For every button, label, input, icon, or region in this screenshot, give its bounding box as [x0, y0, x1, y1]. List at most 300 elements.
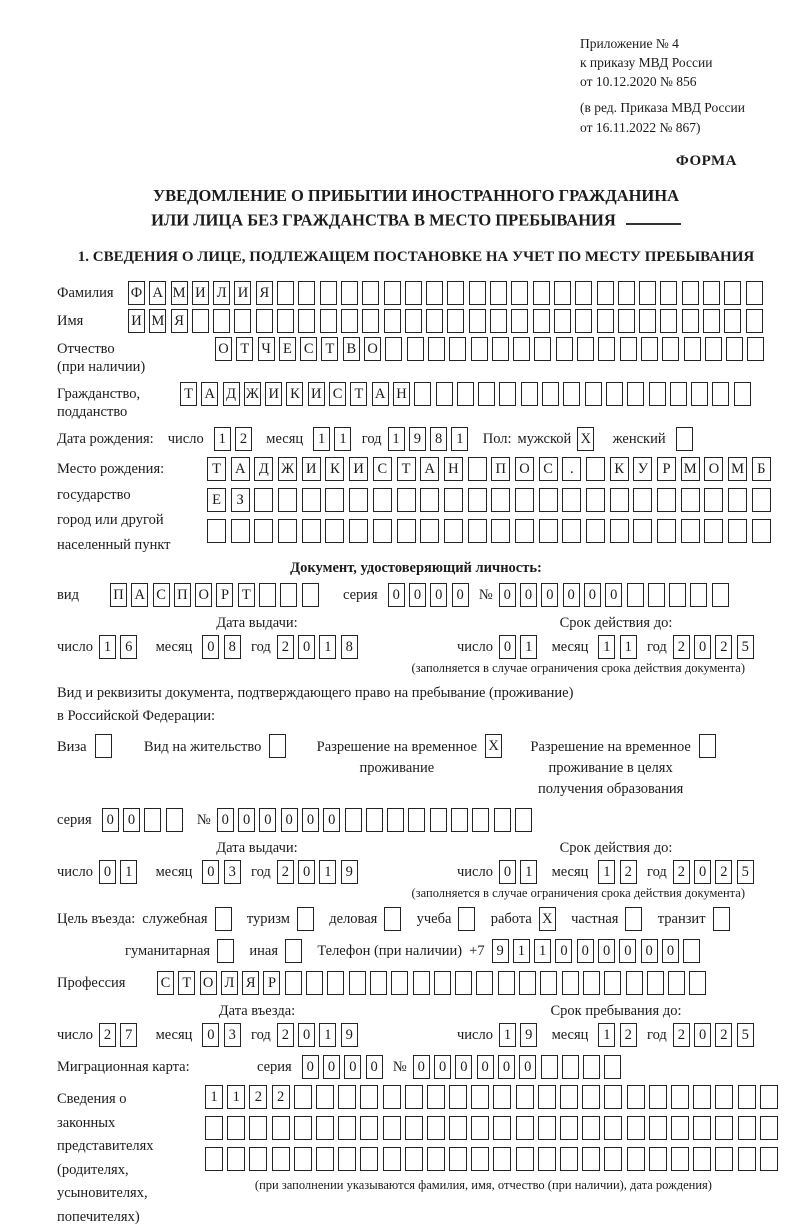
char-cell[interactable] [362, 309, 379, 333]
char-cell[interactable] [554, 281, 571, 305]
checkbox-cell[interactable] [458, 907, 475, 931]
char-cell[interactable]: 0 [605, 583, 622, 607]
char-cell[interactable] [515, 488, 534, 512]
char-cell[interactable] [738, 1085, 756, 1109]
char-cell[interactable] [534, 337, 551, 361]
char-cell[interactable] [583, 971, 600, 995]
char-cell[interactable]: И [265, 382, 282, 406]
char-cell[interactable]: 0 [520, 583, 537, 607]
char-cell[interactable]: 1 [520, 860, 537, 884]
char-cell[interactable]: Ж [244, 382, 261, 406]
char-cell[interactable]: П [491, 457, 510, 481]
char-cell[interactable] [554, 309, 571, 333]
char-cell[interactable] [325, 519, 344, 543]
char-cell[interactable] [682, 281, 699, 305]
char-cell[interactable]: 1 [499, 1023, 516, 1047]
char-cell[interactable] [468, 488, 487, 512]
char-cell[interactable]: 2 [620, 860, 637, 884]
char-cell[interactable]: О [200, 971, 217, 995]
char-cell[interactable] [383, 1085, 401, 1109]
char-cell[interactable]: С [539, 457, 558, 481]
char-cell[interactable]: М [681, 457, 700, 481]
char-cell[interactable] [515, 808, 532, 832]
char-cell[interactable] [670, 382, 687, 406]
char-cell[interactable] [648, 583, 665, 607]
char-cell[interactable]: Н [393, 382, 410, 406]
char-cell[interactable]: 0 [259, 808, 276, 832]
char-cell[interactable]: Р [263, 971, 280, 995]
char-cell[interactable] [604, 1116, 622, 1140]
char-cell[interactable] [349, 971, 366, 995]
char-cell[interactable]: А [372, 382, 389, 406]
char-cell[interactable]: 9 [492, 939, 509, 963]
char-cell[interactable] [192, 309, 209, 333]
char-cell[interactable]: О [704, 457, 723, 481]
checkbox-cell[interactable] [297, 907, 314, 931]
char-cell[interactable]: И [128, 309, 145, 333]
char-cell[interactable] [457, 382, 474, 406]
char-cell[interactable]: 0 [563, 583, 580, 607]
char-cell[interactable] [384, 309, 401, 333]
char-cell[interactable] [405, 309, 422, 333]
char-cell[interactable]: 1 [120, 860, 137, 884]
char-cell[interactable] [455, 971, 472, 995]
char-cell[interactable] [562, 519, 581, 543]
char-cell[interactable] [434, 971, 451, 995]
char-cell[interactable] [444, 519, 463, 543]
char-cell[interactable] [519, 971, 536, 995]
char-cell[interactable]: 1 [598, 1023, 615, 1047]
char-cell[interactable] [449, 1147, 467, 1171]
char-cell[interactable] [349, 519, 368, 543]
char-cell[interactable] [405, 1116, 423, 1140]
checkbox-cell[interactable]: X [485, 734, 502, 758]
char-cell[interactable]: 1 [513, 939, 530, 963]
char-cell[interactable] [451, 808, 468, 832]
char-cell[interactable] [538, 1147, 556, 1171]
char-cell[interactable]: И [192, 281, 209, 305]
char-cell[interactable]: Т [180, 382, 197, 406]
char-cell[interactable] [738, 1147, 756, 1171]
char-cell[interactable] [306, 971, 323, 995]
char-cell[interactable]: 7 [120, 1023, 137, 1047]
char-cell[interactable]: С [300, 337, 317, 361]
char-cell[interactable] [604, 1055, 621, 1079]
char-cell[interactable]: Я [256, 281, 273, 305]
char-cell[interactable]: Е [207, 488, 226, 512]
char-cell[interactable]: 2 [99, 1023, 116, 1047]
char-cell[interactable]: Т [238, 583, 255, 607]
char-cell[interactable]: 1 [334, 427, 351, 451]
char-cell[interactable]: 0 [577, 939, 594, 963]
char-cell[interactable]: 1 [451, 427, 468, 451]
char-cell[interactable] [620, 337, 637, 361]
char-cell[interactable] [447, 281, 464, 305]
char-cell[interactable] [610, 488, 629, 512]
char-cell[interactable] [428, 337, 445, 361]
char-cell[interactable]: 0 [302, 808, 319, 832]
char-cell[interactable]: 2 [715, 1023, 732, 1047]
char-cell[interactable] [469, 309, 486, 333]
char-cell[interactable] [397, 519, 416, 543]
char-cell[interactable]: Т [207, 457, 226, 481]
char-cell[interactable] [606, 382, 623, 406]
char-cell[interactable] [256, 309, 273, 333]
char-cell[interactable] [471, 1116, 489, 1140]
char-cell[interactable] [231, 519, 250, 543]
char-cell[interactable] [541, 1055, 558, 1079]
char-cell[interactable]: Р [216, 583, 233, 607]
char-cell[interactable]: С [373, 457, 392, 481]
char-cell[interactable] [657, 519, 676, 543]
char-cell[interactable] [444, 488, 463, 512]
char-cell[interactable]: 2 [272, 1085, 290, 1109]
char-cell[interactable]: 1 [319, 860, 336, 884]
char-cell[interactable]: 2 [673, 860, 690, 884]
char-cell[interactable]: Д [223, 382, 240, 406]
char-cell[interactable]: 2 [715, 860, 732, 884]
char-cell[interactable] [513, 337, 530, 361]
char-cell[interactable]: 8 [224, 635, 241, 659]
char-cell[interactable]: 5 [737, 860, 754, 884]
char-cell[interactable]: 0 [366, 1055, 383, 1079]
char-cell[interactable] [469, 281, 486, 305]
char-cell[interactable]: 0 [519, 1055, 536, 1079]
char-cell[interactable] [516, 1147, 534, 1171]
char-cell[interactable] [426, 281, 443, 305]
char-cell[interactable] [704, 519, 723, 543]
char-cell[interactable]: 1 [214, 427, 231, 451]
char-cell[interactable] [691, 382, 708, 406]
char-cell[interactable] [471, 1085, 489, 1109]
char-cell[interactable]: А [201, 382, 218, 406]
char-cell[interactable] [583, 1055, 600, 1079]
checkbox-cell[interactable] [215, 907, 232, 931]
char-cell[interactable] [627, 382, 644, 406]
char-cell[interactable]: 1 [205, 1085, 223, 1109]
char-cell[interactable] [302, 519, 321, 543]
char-cell[interactable]: Ф [128, 281, 145, 305]
char-cell[interactable] [205, 1147, 223, 1171]
char-cell[interactable]: 0 [455, 1055, 472, 1079]
char-cell[interactable] [449, 337, 466, 361]
char-cell[interactable] [597, 309, 614, 333]
char-cell[interactable]: 0 [298, 1023, 315, 1047]
char-cell[interactable] [427, 1147, 445, 1171]
char-cell[interactable]: 0 [99, 860, 116, 884]
char-cell[interactable] [562, 488, 581, 512]
char-cell[interactable]: Т [397, 457, 416, 481]
char-cell[interactable] [633, 488, 652, 512]
char-cell[interactable]: 0 [217, 808, 234, 832]
char-cell[interactable] [272, 1116, 290, 1140]
char-cell[interactable] [249, 1116, 267, 1140]
char-cell[interactable]: И [308, 382, 325, 406]
char-cell[interactable] [498, 971, 515, 995]
char-cell[interactable] [627, 1147, 645, 1171]
char-cell[interactable] [325, 488, 344, 512]
char-cell[interactable] [491, 488, 510, 512]
char-cell[interactable] [144, 808, 161, 832]
char-cell[interactable]: 2 [235, 427, 252, 451]
char-cell[interactable] [586, 488, 605, 512]
char-cell[interactable]: 0 [238, 808, 255, 832]
char-cell[interactable] [539, 519, 558, 543]
char-cell[interactable] [660, 281, 677, 305]
char-cell[interactable]: М [728, 457, 747, 481]
char-cell[interactable] [604, 1147, 622, 1171]
char-cell[interactable]: Т [350, 382, 367, 406]
char-cell[interactable] [693, 1085, 711, 1109]
char-cell[interactable] [492, 337, 509, 361]
char-cell[interactable]: 0 [388, 583, 405, 607]
char-cell[interactable] [705, 337, 722, 361]
char-cell[interactable]: 0 [619, 939, 636, 963]
char-cell[interactable]: 2 [620, 1023, 637, 1047]
char-cell[interactable] [298, 281, 315, 305]
char-cell[interactable]: 0 [409, 583, 426, 607]
char-cell[interactable]: 8 [341, 635, 358, 659]
char-cell[interactable] [494, 808, 511, 832]
char-cell[interactable] [349, 488, 368, 512]
char-cell[interactable] [516, 1085, 534, 1109]
char-cell[interactable] [294, 1147, 312, 1171]
char-cell[interactable] [272, 1147, 290, 1171]
char-cell[interactable] [468, 519, 487, 543]
char-cell[interactable]: Л [213, 281, 230, 305]
char-cell[interactable] [533, 309, 550, 333]
char-cell[interactable]: 1 [598, 635, 615, 659]
char-cell[interactable]: Я [171, 309, 188, 333]
char-cell[interactable] [726, 337, 743, 361]
char-cell[interactable] [408, 808, 425, 832]
char-cell[interactable]: 0 [452, 583, 469, 607]
char-cell[interactable] [294, 1085, 312, 1109]
char-cell[interactable] [205, 1116, 223, 1140]
char-cell[interactable] [234, 309, 251, 333]
char-cell[interactable]: 0 [694, 1023, 711, 1047]
checkbox-cell[interactable] [699, 734, 716, 758]
char-cell[interactable]: 1 [227, 1085, 245, 1109]
char-cell[interactable]: Ж [278, 457, 297, 481]
char-cell[interactable] [302, 488, 321, 512]
char-cell[interactable] [747, 337, 764, 361]
checkbox-cell[interactable] [95, 734, 112, 758]
char-cell[interactable] [626, 971, 643, 995]
char-cell[interactable] [662, 337, 679, 361]
checkbox-cell[interactable] [217, 939, 234, 963]
char-cell[interactable] [227, 1116, 245, 1140]
char-cell[interactable] [405, 1085, 423, 1109]
checkbox-cell[interactable] [285, 939, 302, 963]
char-cell[interactable] [341, 281, 358, 305]
char-cell[interactable]: Я [242, 971, 259, 995]
char-cell[interactable] [277, 281, 294, 305]
char-cell[interactable] [468, 457, 487, 481]
char-cell[interactable]: 0 [584, 583, 601, 607]
char-cell[interactable] [316, 1116, 334, 1140]
char-cell[interactable] [618, 281, 635, 305]
char-cell[interactable] [373, 519, 392, 543]
char-cell[interactable] [563, 382, 580, 406]
char-cell[interactable] [430, 808, 447, 832]
char-cell[interactable] [414, 382, 431, 406]
char-cell[interactable] [362, 281, 379, 305]
char-cell[interactable]: К [286, 382, 303, 406]
char-cell[interactable]: 1 [99, 635, 116, 659]
char-cell[interactable] [385, 337, 402, 361]
char-cell[interactable]: 2 [673, 1023, 690, 1047]
char-cell[interactable] [562, 971, 579, 995]
char-cell[interactable] [575, 281, 592, 305]
char-cell[interactable] [345, 808, 362, 832]
char-cell[interactable] [585, 382, 602, 406]
char-cell[interactable]: 2 [715, 635, 732, 659]
char-cell[interactable] [449, 1085, 467, 1109]
checkbox-cell[interactable] [676, 427, 693, 451]
char-cell[interactable]: 9 [341, 1023, 358, 1047]
char-cell[interactable] [538, 1116, 556, 1140]
char-cell[interactable]: И [349, 457, 368, 481]
char-cell[interactable] [499, 382, 516, 406]
char-cell[interactable] [259, 583, 276, 607]
char-cell[interactable] [712, 382, 729, 406]
char-cell[interactable]: Т [321, 337, 338, 361]
char-cell[interactable] [627, 1116, 645, 1140]
char-cell[interactable] [294, 1116, 312, 1140]
char-cell[interactable] [639, 281, 656, 305]
char-cell[interactable] [360, 1147, 378, 1171]
char-cell[interactable]: С [157, 971, 174, 995]
char-cell[interactable]: 0 [344, 1055, 361, 1079]
char-cell[interactable] [560, 1085, 578, 1109]
char-cell[interactable] [278, 519, 297, 543]
char-cell[interactable] [618, 309, 635, 333]
char-cell[interactable] [540, 971, 557, 995]
char-cell[interactable]: З [231, 488, 250, 512]
char-cell[interactable] [556, 337, 573, 361]
char-cell[interactable] [690, 583, 707, 607]
char-cell[interactable]: 0 [202, 860, 219, 884]
char-cell[interactable] [278, 488, 297, 512]
char-cell[interactable]: И [234, 281, 251, 305]
char-cell[interactable] [472, 808, 489, 832]
char-cell[interactable]: С [329, 382, 346, 406]
char-cell[interactable]: 9 [520, 1023, 537, 1047]
char-cell[interactable]: О [515, 457, 534, 481]
char-cell[interactable]: Т [178, 971, 195, 995]
char-cell[interactable] [476, 971, 493, 995]
char-cell[interactable] [577, 337, 594, 361]
char-cell[interactable] [302, 583, 319, 607]
char-cell[interactable]: 0 [499, 860, 516, 884]
char-cell[interactable] [383, 1116, 401, 1140]
char-cell[interactable] [447, 309, 464, 333]
char-cell[interactable]: 2 [673, 635, 690, 659]
char-cell[interactable] [610, 519, 629, 543]
char-cell[interactable] [582, 1085, 600, 1109]
char-cell[interactable]: М [171, 281, 188, 305]
char-cell[interactable]: 0 [430, 583, 447, 607]
char-cell[interactable] [285, 971, 302, 995]
char-cell[interactable] [493, 1085, 511, 1109]
char-cell[interactable] [420, 519, 439, 543]
char-cell[interactable]: 1 [620, 635, 637, 659]
char-cell[interactable] [649, 1147, 667, 1171]
char-cell[interactable] [436, 382, 453, 406]
char-cell[interactable]: 0 [281, 808, 298, 832]
char-cell[interactable] [669, 583, 686, 607]
char-cell[interactable] [427, 1116, 445, 1140]
char-cell[interactable] [649, 1085, 667, 1109]
char-cell[interactable]: 0 [434, 1055, 451, 1079]
char-cell[interactable]: А [131, 583, 148, 607]
char-cell[interactable] [516, 1116, 534, 1140]
char-cell[interactable] [647, 971, 664, 995]
char-cell[interactable]: 0 [302, 1055, 319, 1079]
char-cell[interactable] [582, 1147, 600, 1171]
char-cell[interactable]: 0 [499, 583, 516, 607]
char-cell[interactable]: 1 [319, 635, 336, 659]
char-cell[interactable] [538, 1085, 556, 1109]
char-cell[interactable] [341, 309, 358, 333]
checkbox-cell[interactable]: X [539, 907, 556, 931]
char-cell[interactable]: 3 [224, 1023, 241, 1047]
char-cell[interactable]: О [364, 337, 381, 361]
char-cell[interactable] [738, 1116, 756, 1140]
char-cell[interactable]: 1 [598, 860, 615, 884]
char-cell[interactable] [693, 1147, 711, 1171]
char-cell[interactable]: Е [279, 337, 296, 361]
char-cell[interactable] [704, 488, 723, 512]
char-cell[interactable] [493, 1116, 511, 1140]
checkbox-cell[interactable] [269, 734, 286, 758]
char-cell[interactable]: 0 [323, 808, 340, 832]
char-cell[interactable]: 0 [541, 583, 558, 607]
char-cell[interactable] [426, 309, 443, 333]
char-cell[interactable] [633, 519, 652, 543]
char-cell[interactable]: Д [254, 457, 273, 481]
char-cell[interactable]: 0 [694, 635, 711, 659]
char-cell[interactable] [627, 1085, 645, 1109]
char-cell[interactable] [405, 281, 422, 305]
char-cell[interactable] [327, 971, 344, 995]
char-cell[interactable]: 0 [298, 860, 315, 884]
char-cell[interactable]: 3 [224, 860, 241, 884]
char-cell[interactable] [383, 1147, 401, 1171]
char-cell[interactable] [752, 488, 771, 512]
char-cell[interactable]: В [343, 337, 360, 361]
checkbox-cell[interactable] [625, 907, 642, 931]
char-cell[interactable]: К [325, 457, 344, 481]
char-cell[interactable]: Л [221, 971, 238, 995]
char-cell[interactable] [660, 309, 677, 333]
char-cell[interactable]: 0 [499, 635, 516, 659]
char-cell[interactable] [373, 488, 392, 512]
char-cell[interactable] [511, 281, 528, 305]
char-cell[interactable]: 0 [641, 939, 658, 963]
char-cell[interactable] [562, 1055, 579, 1079]
char-cell[interactable]: 0 [323, 1055, 340, 1079]
char-cell[interactable] [760, 1116, 778, 1140]
char-cell[interactable]: 5 [737, 635, 754, 659]
char-cell[interactable] [604, 971, 621, 995]
char-cell[interactable]: Т [236, 337, 253, 361]
char-cell[interactable] [671, 1085, 689, 1109]
char-cell[interactable]: А [149, 281, 166, 305]
char-cell[interactable] [407, 337, 424, 361]
char-cell[interactable] [641, 337, 658, 361]
